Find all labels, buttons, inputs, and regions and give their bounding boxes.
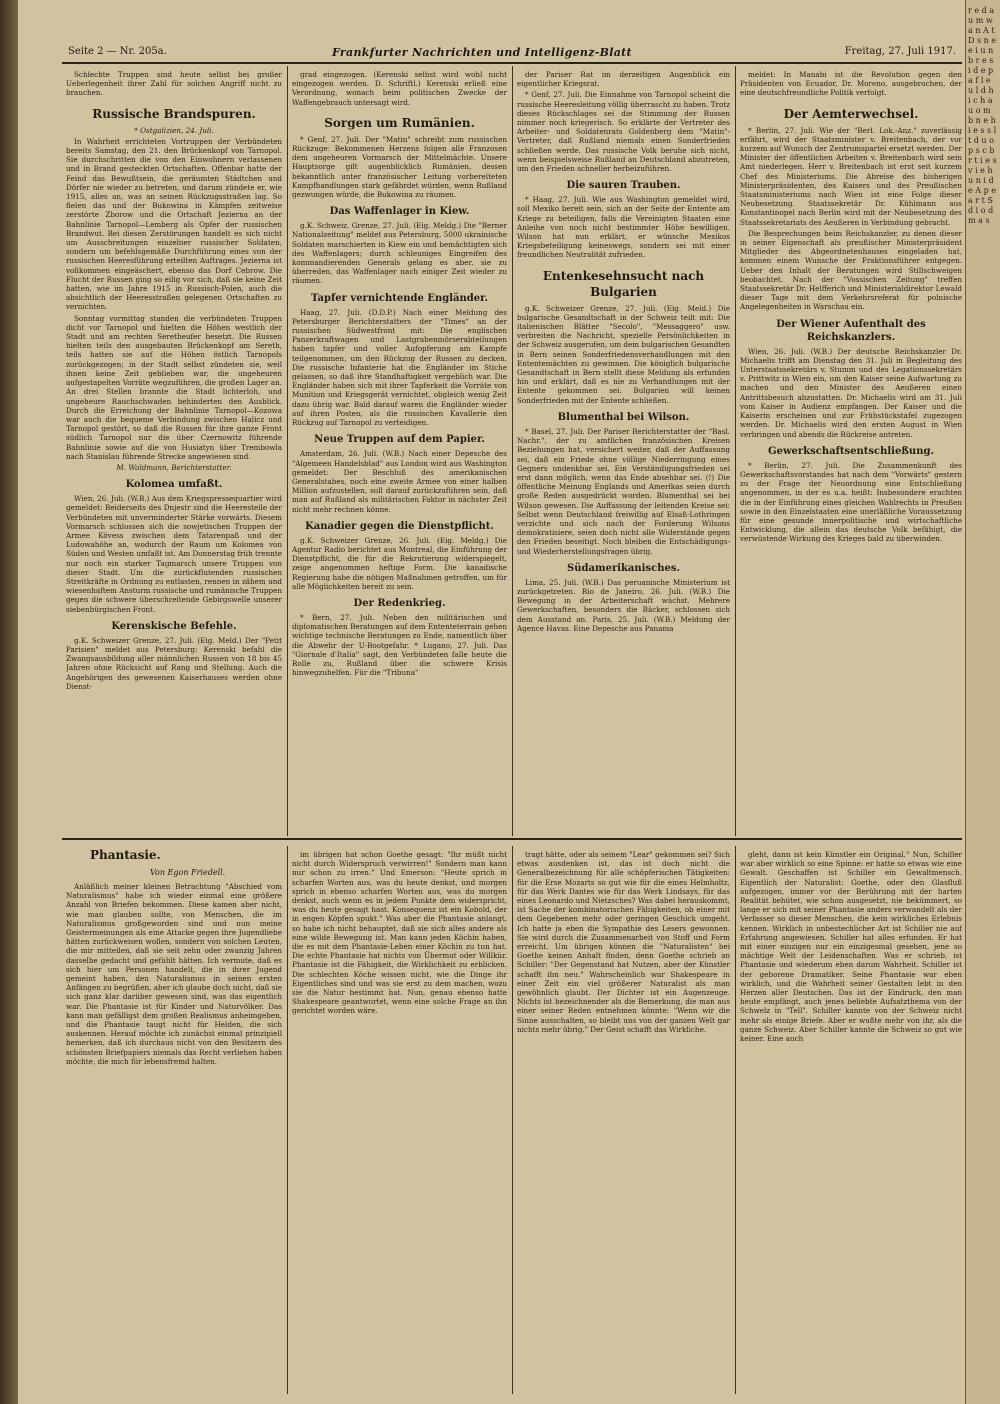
column-rule <box>287 846 288 1394</box>
article-headline: Sorgen um Rumänien. <box>324 115 475 130</box>
article-text: Amsterdam, 26. Juli. (W.B.) Nach einer Depesche des "Algemeen Handelsblad" aus London wird aus Washington gemeldet: Der Beschluß des amerikanischen Generalstabes, noch eine zweite Armee von einer halben Million aufzustellen, soll darauf zurückzuführen sein, daß man auf Rußland als militärischen Faktor in nächster Zeit nicht mehr rechnen könne. <box>292 449 507 514</box>
masthead: Frankfurter Nachrichten und Intelligenz-Blatt <box>332 46 632 59</box>
article-headline: Das Waffenlager in Kiew. <box>329 206 470 218</box>
feuilleton-column-4 <box>740 850 962 1394</box>
article-text: * Basel, 27. Juli. Der Pariser Berichterstatter der "Basl. Nachr.", der zu amtlichen französischen Kreisen Beziehungen hat, versichert weiter, daß der Auffassung sei, daß ein Friede ohne völlige Niederringung eines Gegners undenkbar sei. Ein Verständigungsfrieden sei erst dann möglich, wenn das Ende absehbar sei. (!) Die öffentliche Meinung Englands und Amerikas seien durch große Reden ausgedrückt worden. Blumenthal sei bei Wilson gewesen. Die Auffassung der leitenden Kreise sei: Selbst wenn Deutschland freiwillig auf Elsaß-Lothringen verzichte und sich nach der Forderung Wilsons demokratisiere, seien doch nicht alle Widerstände gegen den Frieden beseitigt. Noch bleiben die Entschädigungs- und Wiederherstellungsfragen übrig. <box>517 426 730 556</box>
article-headline: Blumenthal bei Wilson. <box>557 411 690 423</box>
article-headline: Der Aemterwechsel. <box>783 106 919 121</box>
article-headline: Tapfer vernichtende Engländer. <box>311 292 488 304</box>
article-text: der Pariser Rat im derzeitigen Augenblick ein eigentlicher Kriegsrat. <box>517 70 730 89</box>
feuilleton-rule <box>62 838 962 840</box>
article-text: * Berlin, 27. Juli. Die Zusammenkunft des Gewerkschaftsvorstandes hat nach dem "Vorwärts" gestern zu der Frage der Neuordnung eine Entschließung angenommen, in der es u.a. heißt: Insbesondere erachten die in der Einführung eines gleichen Wahlrechts in Preußen sowie in den Einzelstaaten eine unerläßliche Voraussetzung für eine gesunde innerpolitische und wirtschaftliche Entwicklung, die allein das deutsche Volk befähigt, die verwüstende Wirkung des Krieges bald zu überwinden. <box>740 460 962 544</box>
feuilleton-column-1 <box>66 882 282 1394</box>
column-3 <box>517 70 730 834</box>
column-rule <box>512 846 513 1394</box>
feuilleton-column-3 <box>517 850 730 1394</box>
article-text: In Wahrheit errichteten Vortruppen der Verbündeten bereits Samstag, den 21. den Brückenkopf von Tarnopol. Sie durchschritten die von den Einwohnern verlassenen und in Brand gesteckten Ortschaften. Offenbar hatte der Feind das Bewußtsein, die geräumten Städtchen und Dörfer nie wieder zu betreten, und darum zündete er, wie 1915, alles an, was an seinen Rückzugsstraßen lag. So fielen das und der Bukowina in Kämpfen zeitweise zerstörte Zborow und die Ortschaft Jezierna an der Bahnlinie Tarnopol—Lemberg als Opfer der russischen Brandwut. Bei diesen Zerstörungen handelt es sich nicht um Ausschreitungen einzelner russischer Soldaten, sondern um befehlsgemäße Durchführung eines von der russischen Heeresführung erteilten Auftrages. Jezierna ist vollkommen eingeäschert, ebenso das Dorf Cebrow. Die Flucht der Russen ging so eilig vor sich, daß sie keine Zeit hatten, wie im Jahre 1915 in Russisch-Polen, auch die absichtlich der Heeresstraßen gelegenen Ortschaften zu vernichten. <box>66 136 282 312</box>
article-headline: Südamerikanisches. <box>567 562 680 574</box>
column-rule <box>735 846 736 1394</box>
column-rule <box>512 66 513 836</box>
article-text: meldet: In Manabi ist die Revolution gegen den Präsidenten von Ecuador, Dr. Moreno, ausgebrochen, der eine deutschfreundliche Politik verfolgt. <box>740 70 962 98</box>
article-text: * Genf, 27. Juli. Die Einnahme von Tarnopol scheint die russische Heeresleitung völlig überrascht zu haben. Trotz dieses Rückschlages sei die Stimmung der Russen nimmer noch kriegerisch. So erklärte der Vertreter des Arbeiter- und Soldatenrats Goldenberg dem "Matin"-Vertreter, daß Rußland niemals einen Sonderfrieden schließen werde. Das russische Volk beruhe sich nicht, wenn beispielsweise Rußland an Deutschland abzutreten, um den Frieden schneller herbeizuführen. <box>517 90 730 174</box>
column-4 <box>740 70 962 834</box>
column-rule <box>735 66 736 836</box>
article-headline: Kolomea umfaßt. <box>125 479 223 491</box>
article-text: * Bern, 27. Juli. Neben den militärischen und diplomatischen Beratungen auf dem Ententeterrain gehen wichtige technische Beratungen zu Ende, namentlich über die Abwehr der U-Bootgefahr. * Lugano, 27. Juli. Das "Giornale d'Italia" sagt, den Verbündeten falle heute die Rolle zu, Rußland über die schwere Krisis hinwegzuhelfen. Für die "Tribuna" <box>292 612 507 678</box>
article-dateline: * Ostgalizien, 24. Juli. <box>134 125 214 135</box>
adjacent-page-text: r e d a u m w a n A t D s n e e i u n b r e s i d e p a f l e u l d h i c h a u o m b n e h i e s s l t d u o p s c b r t i e s v i e h u n i d e A p e a r t S d i o d m a s <box>968 6 997 225</box>
article-headline: Die sauren Trauben. <box>566 180 681 192</box>
article-text: * Genf, 27. Juli. Der "Matin" schreibt zum russischen Rückzuge: Bekommenen Herzens folgen alle Franzosen dem ungeheuren Vormarsch der Mittelmächte. Unsere Hauptsorge gilt augenblicklich Rumänien, dessen bekanntlich unter französischer Leitung vorbereiteten Kampfhandlungen stark gefährdet würden, wenn Rußland gezwungen würde, die Bukowina zu räumen. <box>292 134 507 200</box>
article-text: * Berlin, 27. Juli. Wie der "Berl. Lok.-Anz." zuverlässig erfährt, wird der Staatsminister v. Breitenbach, der vor kurzem auf Wunsch der Zentrumspartei ersetzt werden. Der Minister der öffentlichen Arbeiten v. Breitenbach wird sein Amt niederlegen. Herr v. Breitenbach ist erst seit kurzem Chef des Ministeriums. Die Abreise des bisherigen Ministerpräsidenten, des Kaisers und des Preußischen Staatsministeriums nach Wien ist eine Folge dieser Neubesetzung. Staatssekretär Dr. Kühlmann aus Konstantinopel nach Berlin wird mit der Neubesetzung des Staatssekretariats des Aeußeren in Verbindung gebracht. <box>740 125 962 227</box>
feuilleton-title: Phantasie. <box>90 848 161 862</box>
article-text: g.K. Schweiz. Grenze, 27. Juli. (Eig. Meldg.) Die "Berner Nationalzeitung" meldet aus Petersburg, 5000 ukrainische Soldaten marschierten in Kiew ein und bemächtigten sich des Waffenlagers; durch schleuniges Eingreifen des kommandierenden Generals gelang es aber, sie zu überreden, das Waffenlager nach einiger Zeit wieder zu räumen. <box>292 221 507 286</box>
article-headline: Kerenskische Befehle. <box>111 620 237 632</box>
article-signature: M. Waldmann, Berichterstatter. <box>116 462 232 472</box>
feuilleton-text: Anläßlich meiner kleinen Betrachtung "Abschied vom Naturalismus" habe ich wieder einmal eine größere Anzahl von Briefen bekommen. Diese kamen aber nicht, wie man glauben sollte, von Menschen, die im Naturalismus großgeworden sind und nun meine Geistermeinungen als eine Attacke gegen ihre Jugendliebe hätten zurückweisen wollen, sondern von solchen Leuten, die mir mitteilen, daß sie seit zehn oder zwanzig Jahren dasselbe gedacht und gefühlt hätten. Ich vermute, daß es sich hier um Personen handelt, die in ihrer Jugend gemeint haben, den Naturalismus in seinen ersten Anfängen zu begrüßen, aber ich glaube doch nicht, daß sie sich ganz klar darüber gewesen sind, was das eigentlich war. Die Phantasie ist für Kinder und Naturvölker. Das kann man gefälligst dem großen Realismus anheimgeben, und die Phantasie taugt nicht für Helden, die sich auskennen. Herauf möchte ich zunächst einmal prinzipiell bemerken, daß ich durchaus nicht von den Besitzern des schönsten Briefpapiers niemals das Recht verliehen haben möchte, die mich für lebensfremd halten. <box>66 882 282 1066</box>
feuilleton-text: tragt hätte, oder als seinem "Lear" gekommen sei? Sich etwas ausdenken ist, das ist doch nicht die Generalbezeichnung für alle schöpferischen Tätigkeiten: für die Erse Mozarts so gut wie für die eines Helmholtz, für das Werk Dantes wie für das Werk Lindsays, für das eines Leonardo und Nietzsches? Was dabei herauskommt, ist Sache der kombinatorischen Fähigkeiten, ob einer mit dem Gegebenen mehr oder geringen Geschick umgeht. Ich hatte ja eben die Sympathie des Lesers gewonnen. Sie wird durch die Zusammenarbeit von Stoff und Form erreicht. Um übrigen können die "Naturalisten" bei Goethe keinen Anhalt finden, denn Goethe schrieb an Schiller: "Der Gegenstand hat Nutzen, aber der Künstler schafft ihn neu." Wahrscheinlich war Shakespeare in einer Zeit ein viel größerer Naturalist als man gewöhnlich glaubt. Der Dichter ist ein Augenzeuge. Nichts ist bezeichnender als die Bemerkung, die man aus einer seiner Reden entnehmen könnte: "Wenn wir die Sinne ausschalten, so bleibt uns von der ganzen Welt gar nichts mehr übrig." Der Geist schafft das Wirkliche. <box>517 850 730 1034</box>
page-number: Seite 2 — Nr. 205a. <box>68 46 167 57</box>
column-1 <box>66 70 282 834</box>
article-text: Schlechte Truppen sind heute selbst bei großer Ueberlegenheit ihrer Zahl für solchen Angriff nicht zu brauchen. <box>66 70 282 98</box>
article-text: g.K. Schweizer Grenze, 27. Juli. (Eig. Meld.) Die bulgarische Gesandtschaft in der Schweiz teilt mit: Die italienischen Blätter "Secolo", "Messaggero" usw. verbreiten die Nachricht, spezielle Persönlichkeiten in der Schweiz ausgerufen, um dem bulgarischen Gesandten in Bern seinen Sonderfriedensverhandlungen mit den Ententemächten zu gewinnen. Die königlich bulgarische Gesandtschaft in Bern stellt diese Meldung als erfunden hin und erklärt, daß es nie zu Verhandlungen mit der Entente gekommen sei. Bulgarien will keinen Sonderfrieden mit der Entente schließen. <box>517 303 730 405</box>
article-text: g.K. Schweizer Grenze, 26. Juli. (Eig. Meldg.) Die Agentur Radio berichtet aus Montreal, die Einführung der Dienstpflicht, die für die Rekrutierung widerspiegelt, zeige angenommen heftige Form. Die kanadische Regierung habe die nötigen Maßnahmen getroffen, um für alle Möglichkeiten bereit zu sein. <box>292 535 507 591</box>
article-text: Wien, 26. Juli. (W.B.) Der deutsche Reichskanzler Dr. Michaelis trifft am Dienstag den 31. Juli in Begleitung des Unterstaatssekretärs v. Stumm und des Legationssekretärs v. Prittwitz in Wien ein, um den Kaiser seine Aufwartung zu machen und den Minister des Aeußeren einen Antrittsbesuch abzustatten. Dr. Michaelis wird am 31. Juli vom Kaiser in Audienz empfangen. Der Kaiser und die Kaiserin erscheinen und zur Frühstückstafel zugezogen werden. Dr. Michaelis wird den ersten August in Wien verbringen und abends die Rückreise antreten. <box>740 346 962 439</box>
article-text: grad eingezogen. (Kerenski selbst wird wohl nicht eingezogen werden. D. Schriftl.) Kerenski erließ eine Verordnung, wonach beim politischen Zwecke der Waffengebrauch untersagt wird. <box>292 70 507 107</box>
article-text: * Haag, 27. Juli. Wie aus Washington gemeldet wird, soll Mexiko bereit sein, sich an der Seite der Entente am Kriege zu beteiligen, falls die Vereinigten Staaten eine Anleihe von noch nicht bestimmter Höhe bewilligen. Wilson hat nun erklärt, er wünsche Mexikos Kriegsbeteiligung keineswegs, sondern sei mit einer freundlichen Neutralität zufrieden. <box>517 195 730 260</box>
feuilleton-column-2 <box>292 850 507 1394</box>
article-headline: Der Wiener Aufenthalt des Reichskanzlers. <box>776 318 926 343</box>
article-headline: Gewerkschaftsentschließung. <box>768 445 934 457</box>
article-text: Die Besprechungen beim Reichskanzler, zu denen dieser in seiner Eigenschaft als preußischer Ministerpräsident Mitglieder des Abgeordnetenhauses eingeladen hat, kommen einem Wunsche der Fraktionsführer entgegen. Ueber den Inhalt der Beratungen wird Stillschweigen beobachtet. Nach der "Vossischen Zeitung" treffen Staatssekretär Dr. Helfferich und Ministerialdirektor Lewald dieser Tage mit dem Verkehrsreferat für polnische Angelegenheiten in Warschau ein. <box>740 228 962 312</box>
article-headline: Russische Brandspuren. <box>92 106 256 121</box>
article-text: g.K. Schweizer Grenze, 27. Juli. (Eig. Meld.) Der "Petit Parisien" meldet aus Petersburg: Kerenski befahl die Zwangsausbildung aller männlichen Russen von 18 bis 45 Jahren ohne Rücksicht auf Rang und Stellung. Auch die Angehörigen des gewesenen Kaiserhauses werden ohne Dienst- <box>66 635 282 691</box>
article-headline: Neue Truppen auf dem Papier. <box>314 434 485 446</box>
adjacent-page-edge <box>965 0 1000 1404</box>
column-rule <box>287 66 288 836</box>
article-text: Sonntag vormittag standen die verbündeten Truppen dicht vor Tarnopol und hielten die Höhen westlich der Stadt und am rechten Seretheufer besetzt. Die Russen hielten teils den ausgebauten Brückenkopf am Sereth, teils hatten sie auf die Höhen östlich Tarnopols zurückgezogen; in der Stadt selbst zündeten sie, weil ihnen keine Zeit geblieben war, die ungeheuren aufgestapelten Vorräte wegzuführen, die großen Lager an. An drei Stellen brannte die Stadt lichterloh, und ungeheure Rauchschwaden behinderten den Ausblick. Durch die Erreichung der Bahnlinie Tarnopol—Kozowa war auch die bequeme Verbindung zwischen Halicz und Tarnopol gestört, so daß die Russen für ihre ganze Front südlich Tarnopol nur die über Czernowitz führende Bahnlinie sowie auf die von Husiatyn über Trembowla nach Stanislau führende Strecke angewiesen sind. <box>66 313 282 461</box>
article-text: Haag, 27. Juli. (D.D.P.) Nach einer Meldung des Petersburger Berichterstatters der "Times" an der russischen Südwestfront mit: Die englischen Panzerkraftwagen und Lastgrabenmörserabteilungen haben tapfer und voller Aufopferung am Kampfe teilgenommen, um den Rückzug der Russen zu decken. Die russische Infanterie hat die Engländer im Stiche gelassen, so daß ihre Standhaftigkeit vergeblich war. Die Engländer haben sich mit ihrer Tapferkeit die Vorräte von Munition und Kriegsgerät vernichtet, obgleich wenig Zeit dazu übrig war. Bald darauf waren die Engländer wieder auf ihren Posten, als die russischen Kavallerie den Rückzug auf Tarnopol zu verteidigen. <box>292 307 507 428</box>
feuilleton-byline: Von Egon Friedell. <box>150 868 226 877</box>
column-2 <box>292 70 507 834</box>
article-text: Lima, 25. Juli. (W.B.) Das peruanische Ministerium ist zurückgetreten. Rio de Janeiro, 26. Juli. (W.B.) Die Bewegung in der Arbeiterschaft wächst. Mehrere Gewerkschaften, besonders die Bäcker, schlossen sich dem Ausstand an. Paris, 25. Juli. (W.B.) Meldung der Agence Havas. Eine Depesche aus Panama <box>517 577 730 633</box>
article-headline: Entenkesehnsucht nach Bulgarien <box>542 268 705 299</box>
feuilleton-text: im übrigen hat schon Goethe gesagt: "Ihr müßt nicht nicht durch Widerspruch verwirren!" Sondern man kann nur schon zu irren." Und Emerson: "Heute sprich in scharfen Worten aus, was du heute denkst, und morgen sprich in ebenso scharfen Worten aus, was du morgen denkst, auch wenn es in jedem Punkte dem widerspricht, was du heute gesagt hast. Konsequenz ist ein Kobold, der in engen Köpfen spukt." Was aber die Phantasie anlangt, so habe ich nicht behauptet, daß sie sich alles andere als eine wilde Bewegung ist. Man kann jeden Köchin haben, die es mit dem Phantasie-Leben einer Köchin zu tun hat. Die echte Phantasie hat nichts von Übermut oder Willkür. Phantasie ist die Fähigkeit, die Wirklichkeit zu erblicken. Die schlechten Köche wissen nicht, wie die Dinge ihr Eigentliches sind und was sie erst zu dem machen, wozu sie die Natur bestimmt hat. Nun, genau ebenso hatte Shakespeare geantwortet, wenn eine solche Frage an ihn gerichtet worden wäre. <box>292 850 507 1016</box>
book-spine <box>0 0 18 1404</box>
article-text: Wien, 26. Juli. (W.B.) Aus dem Kriegspressequartier wird gemeldet: Beiderseits des Dnjestr sind die Heeresteile der Verbündeten mit unverminderter Stärke vorwärts. Diesem Vormarsch schlossen sich die sowjetischen Truppen der Armee Kövess zwischen dem Tatarenpaß und der Ludowahöhe an, wodurch der Raum um Kolomea von Süden und Westen umfaßt ist. Am Donnerstag früh trennte nur noch ein starker Tagmarsch unsere Truppen von dieser Stadt. Um die zurückflutenden russischen Streitkräfte in Ordnung zu entlasten, rennen in zähem und wiesenhaftem Ansturm russische und rumänische Truppen gegen die schwere überschreitende Gebirgswelle unserer siebenbürgischen Front. <box>66 494 282 614</box>
feuilleton-text: gleht, dann ist kein Künstler ein Original." Nun, Schiller war aber wirklich so eine Spinne: er hatte so etwas wie eine Gewalt. Geschaffen ist Schiller ein Gewaltmensch. Eigentlich der Naturalist: Goethe, oder den Glasfluß aufgezogen, immer vor der Berührung mit der harten Realität behütet, wie schon ausgesetzt, nie bekümmert, so lange er sich mit seiner Phantasie anders verwandelt als der Verfasser so dieser Menschen, die kein wirkliches Erlebnis kennen. Wirklich in unbestechlicher Art ist Schiller nie auf Erfahrung angewiesen. Schiller hat alles erfunden. Er hat mit einer einzigen nur ein einzigesmal gesehen, jene so mächtige Welt der Leidenschaften. Was er schrieb, ist Phantasie und wiederum eben darum Wahrheit. Schiller ist der geborene Dramatiker. Seine Phantasie war eben wirklich, und die Wahrheit seiner Gestalten lebt in den Herzen aller Deutschen. Das ist der Eindruck, den man heute empfängt, auch jenes beliebte Aufsatzthema von der Schwelz in "Tell". Schiller kannte von der Schweiz nicht mehr als einige Briefe. Aber er wußte mehr von ihr, als die ganze Schweiz. Aber Schiller kannte die Schweiz so gut wie keiner. Eine auch <box>740 850 962 1044</box>
issue-date: Freitag, 27. Juli 1917. <box>844 46 956 57</box>
article-headline: Kanadier gegen die Dienstpflicht. <box>305 520 494 532</box>
page-header <box>62 44 962 64</box>
article-headline: Der Redenkrieg. <box>353 597 446 609</box>
